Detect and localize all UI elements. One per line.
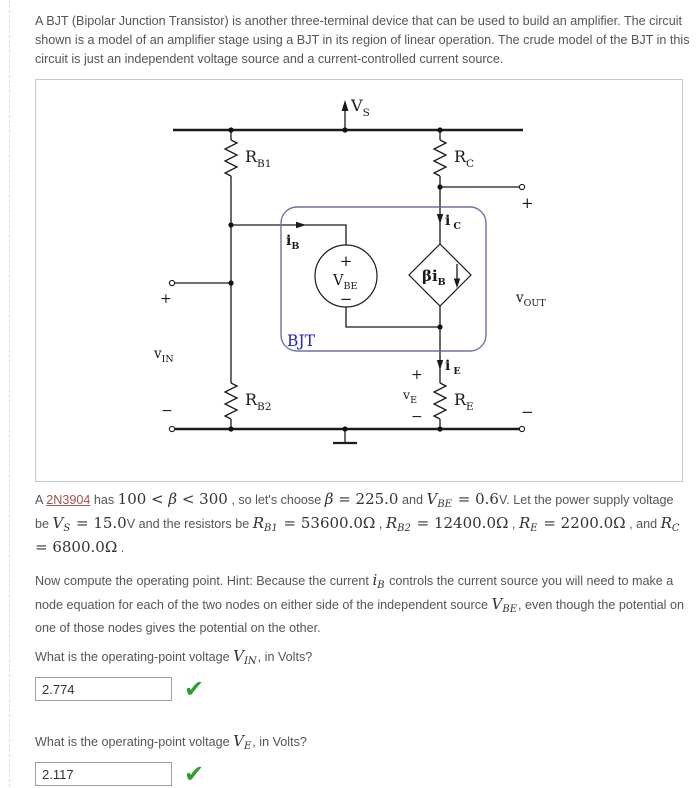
- junction-dot: [437, 426, 442, 431]
- ve-plus: +: [411, 367, 423, 383]
- question-vin-prompt: What is the operating-point voltage $V_{IN}$, in Volts?: [35, 647, 313, 667]
- values-paragraph: A 2N3904 has 100 < β < 300 , so let's choose β = 225.0 and $V_{BE} = 0.6V$. Let the power supply voltage be $V_S = 15.0V$ and the resistors be $R_{B1} = 53600.0\Omega$ , $R_{B2} = 12400.0\Omega$ , $R_E = 2200.0\Omega$ , and $R_C = 6800.0\Omega$ .: [35, 490, 680, 556]
- answer-input-ve[interactable]: [35, 762, 172, 786]
- question-ve: [35, 732, 691, 787]
- vbe-minus: −: [339, 290, 353, 308]
- rb2-label: $R_{B2}$: [245, 390, 272, 413]
- question-ve-prompt: What is the operating-point voltage $V_E$, in Volts?: [35, 732, 307, 752]
- dependent-current-source: [409, 244, 471, 306]
- junction-dot: [228, 280, 233, 285]
- ve-minus: −: [411, 409, 423, 425]
- junction-dot: [342, 127, 347, 132]
- resistor-rc: [434, 140, 446, 176]
- terminal: [169, 426, 174, 431]
- junction-dot: [228, 426, 233, 431]
- question-ve-answer-row: [35, 761, 691, 787]
- answer-input-vin[interactable]: [35, 677, 172, 701]
- vout-label: $v_{OUT}$: [516, 290, 546, 309]
- vbe-plus: +: [339, 252, 353, 270]
- bjt-box-label: BJT: [287, 332, 315, 350]
- rc-label: $R_C$: [454, 147, 475, 170]
- correct-check-icon: ✔: [184, 675, 205, 703]
- junction-dot: [437, 184, 442, 189]
- part-datasheet-link[interactable]: 2N3904: [46, 493, 91, 507]
- re-label: $R_E$: [454, 390, 474, 413]
- vs-label: $V_S$: [351, 96, 370, 119]
- vin-plus: +: [160, 291, 172, 307]
- vin-minus: −: [161, 403, 173, 419]
- ib-label: $i_B$: [286, 233, 300, 252]
- intro-paragraph: A BJT (Bipolar Junction Transistor) is another three-terminal device that can be used to build an amplifier. The circuit shown is a model of an amplifier stage using a BJT in its region of linear operation. The crude model of the BJT in this circuit is just an independent voltage source and a current-controlled current source.: [35, 14, 690, 66]
- ic-arrow-head: [437, 214, 443, 224]
- vout-minus: −: [521, 403, 534, 421]
- vin-terminal: [169, 280, 174, 285]
- vout-plus: +: [521, 194, 534, 212]
- correct-check-icon: ✔: [184, 760, 205, 788]
- ib-arrow-head: [296, 222, 306, 228]
- question-vin: [35, 647, 691, 702]
- ve-label: $v_E$: [403, 387, 417, 406]
- ic-label: i $_C$: [445, 213, 461, 232]
- junction-dot: [228, 222, 233, 227]
- rb1-label: $R_{B1}$: [245, 147, 272, 170]
- junction-dot: [437, 127, 442, 132]
- vbe-label: $V_{BE}$: [333, 273, 358, 292]
- ie-label: i $_E$: [445, 358, 461, 377]
- beta-ib-label: $\beta i_B$: [422, 267, 446, 288]
- junction-dot: [342, 426, 347, 431]
- vout-terminal: [519, 184, 524, 189]
- vin-label: $v_{IN}$: [154, 346, 174, 365]
- junction-dot: [437, 324, 442, 329]
- circuit-diagram: [36, 80, 682, 479]
- vs-arrow-head: [342, 100, 349, 111]
- resistor-re: [434, 383, 446, 419]
- hint-paragraph: Now compute the operating point. Hint: Because the current $i_B$ controls the current source you will need to make a node equation for each of the two nodes on either side of the independent source $V_{BE}$, even though the potential on one of those nodes gives the potential on the other.: [35, 571, 684, 635]
- terminal: [519, 426, 524, 431]
- question-vin-answer-row: [35, 676, 691, 702]
- problem-panel: [9, 0, 700, 787]
- ie-arrow-head: [437, 360, 443, 370]
- emitter-wire: [346, 307, 440, 327]
- resistor-rb2: [225, 383, 237, 419]
- junction-dot: [228, 127, 233, 132]
- resistor-rb1: [225, 140, 237, 176]
- circuit-figure: [35, 79, 683, 482]
